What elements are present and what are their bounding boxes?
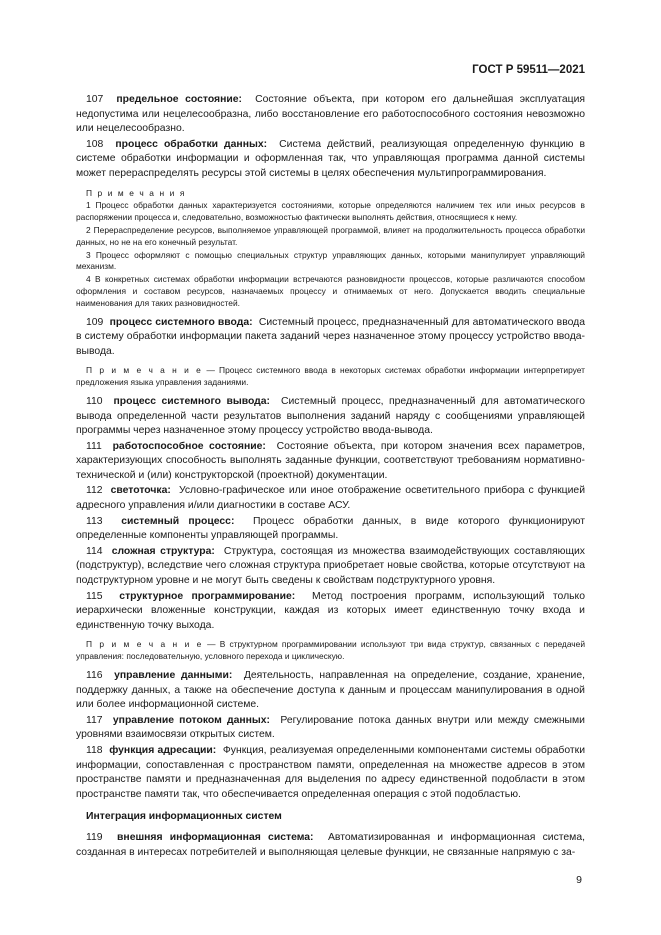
entry-number: 110 xyxy=(86,395,103,407)
entry-term: управление данными: xyxy=(114,670,233,681)
entry-number: 115 xyxy=(86,590,103,602)
entry-term: процесс системного вывода: xyxy=(113,395,271,407)
entry-term: предельное состояние: xyxy=(116,94,242,105)
term-entry-112 xyxy=(76,484,585,513)
note-item-1: 1 Процесс обработки данных характеризуется состояниями, которые определяются наличием тех или иных ресурсов в распоряжении процесса и, следовательно, возможностью фактически выполнять действия, относящиеся к нему. xyxy=(76,200,585,223)
note-text: — В структурном программировании используют три вида структур, связанных с передачей управления: последовательную, условного перехода и циклическую. xyxy=(76,639,585,662)
section-title: Интеграция информационных систем xyxy=(86,811,282,823)
entry-term: системный процесс: xyxy=(121,515,235,527)
entry-number: 112 xyxy=(86,485,103,497)
entry-definition: Деятельность, направленная на определение, создание, хранение, поддержку данных, а также на обеспечение доступа к данным и процессам манипулирования в одной или более информационной системе. xyxy=(76,670,585,711)
entry-definition: Системный процесс, предназначенный для автоматического вывода определенной части результатов выполнения заданий наряду с сообщениями управляющей программы через назначенное этому процессу устройство ввода-вывода. xyxy=(76,395,585,437)
note-label: П р и м е ч а н и е xyxy=(86,639,203,650)
term-entry-109 xyxy=(76,316,585,360)
term-entry-119 xyxy=(76,831,585,860)
note-item-4: 4 В конкретных системах обработки информации встречаются разновидности процессов, которые различаются способом оформления и составом ресурсов, назначаемых процессу и отнимаемых от него. Допускается вводить специальные наименования для таких разновидностей. xyxy=(76,274,585,308)
term-entry-115 xyxy=(76,590,585,634)
note-text: — Процесс системного ввода в некоторых системах обработки информации интерпретирует предложения языка управления заданиями. xyxy=(76,365,585,388)
note-item-3: 3 Процесс оформляют с помощью специальных структур управляющих данных, которыми манипулирует управляющий механизм. xyxy=(76,249,585,272)
term-entry-116 xyxy=(76,669,585,713)
entry-definition: Регулирование потока данных внутри или между смежными уровнями взаимосвязи открытых систем. xyxy=(76,714,585,741)
entry-term: процесс системного ввода: xyxy=(109,316,253,328)
note-item-2: 2 Перераспределение ресурсов, выполняемое управляющей программой, влияет на продолжительность процесса обработки данных, но не на его конечный результат. xyxy=(76,224,585,247)
entry-number: 113 xyxy=(86,515,103,527)
term-entry-110 xyxy=(76,395,585,439)
entry-term: управление потоком данных: xyxy=(112,714,271,726)
page-number: 9 xyxy=(576,874,582,886)
entry-term: структурное программирование: xyxy=(119,590,296,602)
entry-definition: Функция, реализуемая определенными компонентами системы обработки информации, сопоставленная с пространством памяти, определенная на множестве адресов в этом пространстве памяти и предназначенная для выделения по адресу единственной подобласти в этом пространстве памяти так, что обеспечивается определенная операция с этой подобластью. xyxy=(76,744,586,800)
entry-number: 107 xyxy=(86,94,104,105)
term-entry-114 xyxy=(76,545,585,589)
note-label: П р и м е ч а н и е xyxy=(86,365,203,376)
entry-term: работоспособное состояние: xyxy=(112,440,266,452)
term-entry-118 xyxy=(76,744,585,802)
document-body xyxy=(76,93,585,860)
entry-number: 118 xyxy=(86,744,103,756)
term-entry-108 xyxy=(76,138,585,182)
entry-number: 114 xyxy=(86,545,103,557)
entry-definition: Автоматизированная и информационная система, созданная в интересах потребителей и выполняющая целевые функции, не связанные напрямую с за- xyxy=(76,831,585,858)
entry-term: сложная структура: xyxy=(111,545,215,557)
note-109 xyxy=(76,365,585,389)
entry-definition: Метод построения программ, использующий только иерархически вложенные конструкции, каждая из которых имеет единственную точку входа и единственную точку выхода. xyxy=(76,590,585,631)
term-entry-117 xyxy=(76,714,585,743)
term-entry-107 xyxy=(76,93,585,137)
note-115 xyxy=(76,639,585,663)
entry-term: процесс обработки данных: xyxy=(115,138,268,150)
entry-number: 109 xyxy=(86,316,104,328)
notes-heading: П р и м е ч а н и я xyxy=(86,187,186,198)
entry-number: 117 xyxy=(86,714,103,726)
entry-definition: Система действий, реализующая определенную функцию в системе обработки информации и оформленная так, что управляющая программа данной системы может перераспределять ресурсы этой системы в целях обеспечения мультипрограммирования. xyxy=(76,138,585,179)
term-entry-111 xyxy=(76,440,585,484)
entry-term: функция адресации: xyxy=(109,744,217,756)
entry-number: 119 xyxy=(86,831,103,843)
entry-number: 111 xyxy=(86,440,102,452)
entry-number: 108 xyxy=(86,138,104,150)
term-entry-113 xyxy=(76,515,585,544)
entry-definition: Состояние объекта, при котором его дальнейшая эксплуатация недопустима или нецелесообразна, либо восстановление его работоспособного состояния невозможно или нецелесообразно. xyxy=(76,94,586,135)
entry-definition: Условно-графическое или иное отображение осветительного прибора с функцией адресного управления и/или диагностики в составе АСУ. xyxy=(76,485,586,512)
standard-header: ГОСТ Р 59511—2021 xyxy=(472,64,585,76)
entry-definition: Состояние объекта, при котором значения всех параметров, характеризующих способность выполнять заданные функции, соответствуют требованиям нормативно-технической и (или) конструкторской (проектной) документации. xyxy=(76,440,586,481)
entry-number: 116 xyxy=(86,670,103,681)
entry-definition: Системный процесс, предназначенный для автоматического ввода в систему обработки информации пакета заданий через назначенное этому процессу устройство ввода-вывода. xyxy=(76,316,585,357)
entry-term: внешняя информационная система: xyxy=(117,831,314,843)
entry-definition: Процесс обработки данных, в виде которого функционируют определенные компоненты управляющей программы. xyxy=(76,515,585,542)
entry-definition: Структура, состоящая из множества взаимодействующих составляющих (подструктур), вследствие чего сложная структура приобретает новые свойства, которые отсутствуют на подструктурном уровне и не могут быть сведены к свойствам подструктурного уровня. xyxy=(76,545,585,587)
entry-term: светоточка: xyxy=(110,485,171,497)
